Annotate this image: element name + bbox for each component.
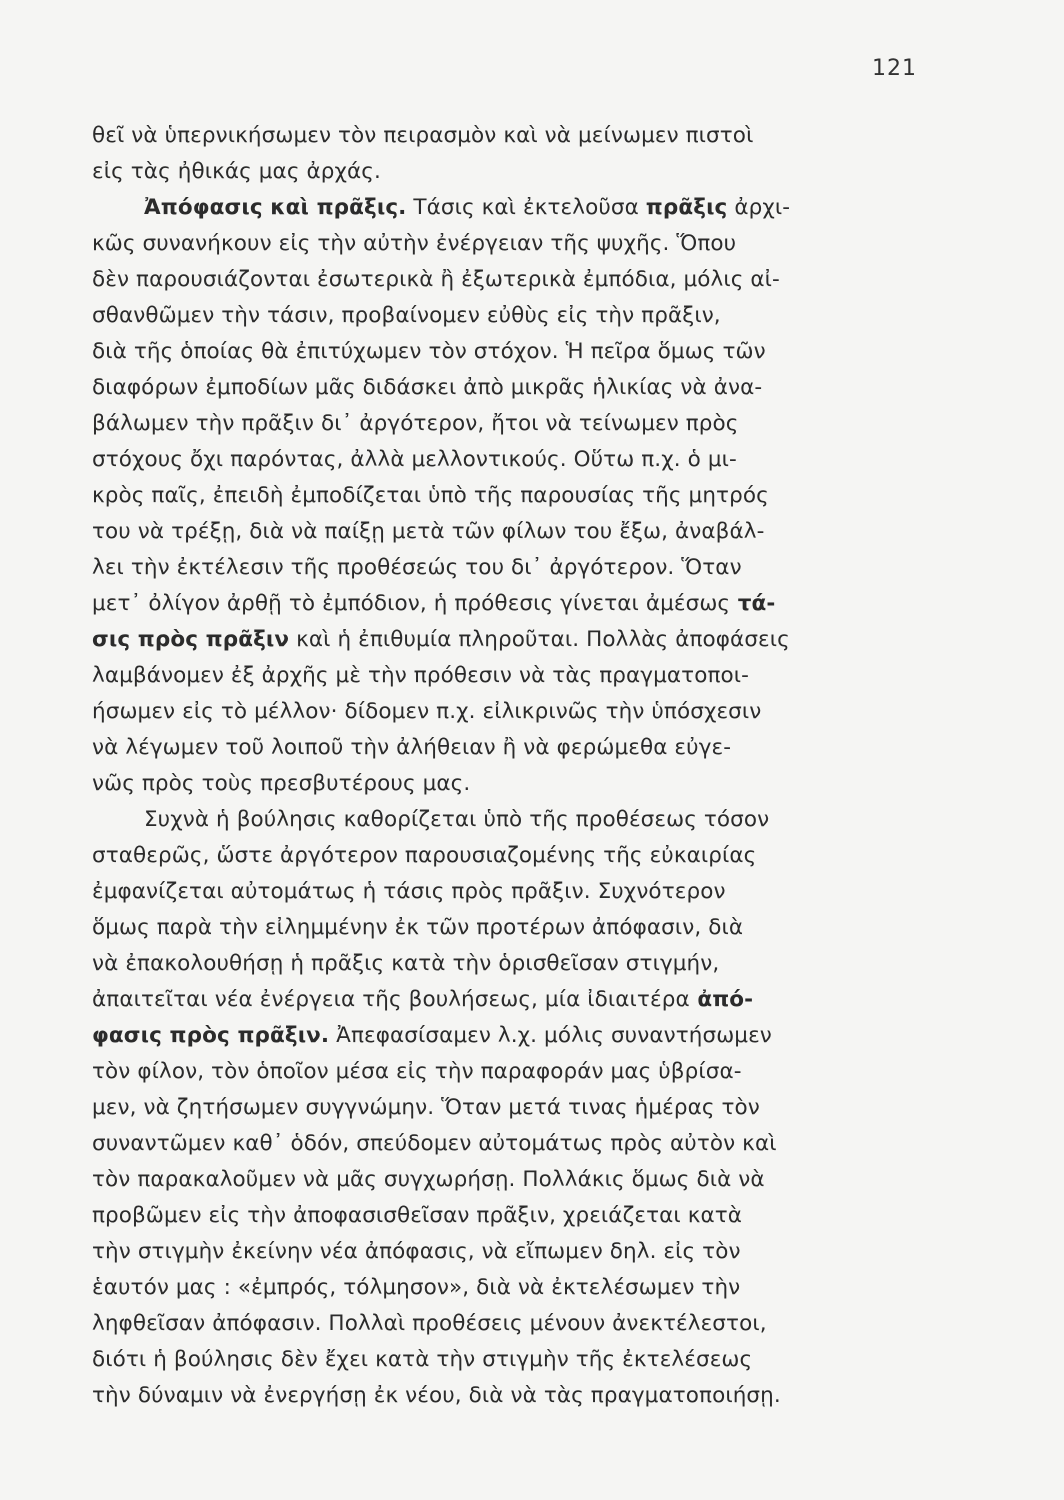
text-line: σταθερῶς, ὥστε ἀργότερον παρουσιαζομένης τῆς εὐκαιρίας xyxy=(92,843,757,868)
text-line: εἰς τὰς ἠθικάς μας ἀρχάς. xyxy=(92,159,381,184)
text-line-with-bold xyxy=(92,1018,932,1054)
text-line-with-bold xyxy=(92,586,932,622)
page-text xyxy=(92,118,932,1414)
text-line: τὴν δύναμιν νὰ ἐνεργήσῃ ἐκ νέου, διὰ νὰ τὰς πραγματοποιήσῃ. xyxy=(92,1383,781,1408)
text-segment: Τάσις καὶ ἐκτελοῦσα xyxy=(406,195,646,220)
text-segment: Ἀπεφασίσαμεν λ.χ. μόλις συναντήσωμεν xyxy=(329,1023,772,1048)
text-line: τὴν στιγμὴν ἐκείνην νέα ἀπόφασις, νὰ εἴπωμεν δηλ. εἰς τὸν xyxy=(92,1239,741,1264)
bold-term: σις πρὸς πρᾶξιν xyxy=(92,627,290,652)
section-heading: Ἀπόφασις καὶ πρᾶξις. xyxy=(144,195,407,220)
text-line: δὲν παρουσιάζονται ἐσωτερικὰ ἢ ἐξωτερικὰ ἐμπόδια, μόλις αἰ- xyxy=(92,267,780,292)
text-line: λει τὴν ἐκτέλεσιν τῆς προθέσεώς του δι᾽ ἀργότερον. Ὅταν xyxy=(92,555,742,580)
text-segment: ἀρχι- xyxy=(727,195,791,220)
text-line: διότι ἡ βούλησις δὲν ἔχει κατὰ τὴν στιγμὴν τῆς ἐκτελέσεως xyxy=(92,1347,753,1372)
text-line: νὰ λέγωμεν τοῦ λοιποῦ τὴν ἀλήθειαν ἢ νὰ φερώμεθα εὐγε- xyxy=(92,735,732,760)
text-line: θεῖ νὰ ὑπερνικήσωμεν τὸν πειρασμὸν καὶ νὰ μείνωμεν πιστοὶ xyxy=(92,123,754,148)
paragraph-start-line: Συχνὰ ἡ βούλησις καθορίζεται ὑπὸ τῆς προθέσεως τόσον xyxy=(144,807,770,832)
text-segment: μετ᾽ ὀλίγον ἀρθῇ τὸ ἐμπόδιον, ἡ πρόθεσις γίνεται ἀμέσως xyxy=(92,591,731,616)
text-line: ἑαυτόν μας : «ἐμπρός, τόλμησον», διὰ νὰ ἐκτελέσωμεν τὴν xyxy=(92,1275,741,1300)
text-line: τὸν φίλον, τὸν ὁποῖον μέσα εἰς τὴν παραφοράν μας ὑβρίσα- xyxy=(92,1059,742,1084)
text-line: σθανθῶμεν τὴν τάσιν, προβαίνομεν εὐθὺς εἰς τὴν πρᾶξιν, xyxy=(92,303,721,328)
text-line: ληφθεῖσαν ἀπόφασιν. Πολλαὶ προθέσεις μένουν ἀνεκτέλεστοι, xyxy=(92,1311,767,1336)
text-line: κρὸς παῖς, ἐπειδὴ ἐμποδίζεται ὑπὸ τῆς παρουσίας τῆς μητρός xyxy=(92,483,769,508)
text-line: ήσωμεν εἰς τὸ μέλλον· δίδομεν π.χ. εἰλικρινῶς τὴν ὑπόσχεσιν xyxy=(92,699,762,724)
page-number: 121 xyxy=(872,56,917,81)
text-line: τὸν παρακαλοῦμεν νὰ μᾶς συγχωρήσῃ. Πολλάκις ὅμως διὰ νὰ xyxy=(92,1167,765,1192)
text-line: λαμβάνομεν ἐξ ἀρχῆς μὲ τὴν πρόθεσιν νὰ τὰς πραγματοποι- xyxy=(92,663,750,688)
text-line: προβῶμεν εἰς τὴν ἀποφασισθεῖσαν πρᾶξιν, χρειάζεται κατὰ xyxy=(92,1203,743,1228)
bold-term: ἀπό- xyxy=(689,987,754,1012)
text-line-with-bold xyxy=(92,622,932,658)
text-segment: καὶ ἡ ἐπιθυμία πληροῦται. Πολλὰς ἀποφάσεις xyxy=(289,627,790,652)
text-line: διὰ τῆς ὁποίας θὰ ἐπιτύχωμεν τὸν στόχον. Ἡ πεῖρα ὅμως τῶν xyxy=(92,339,766,364)
text-line: μεν, νὰ ζητήσωμεν συγγνώμην. Ὅταν μετά τινας ἡμέρας τὸν xyxy=(92,1095,760,1120)
text-line: κῶς συνανήκουν εἰς τὴν αὐτὴν ἐνέργειαν τῆς ψυχῆς. Ὅπου xyxy=(92,231,737,256)
text-line: ὅμως παρὰ τὴν εἰλημμένην ἐκ τῶν προτέρων ἀπόφασιν, διὰ xyxy=(92,915,744,940)
bold-term: τά- xyxy=(730,591,776,616)
text-line: νὰ ἐπακολουθήσῃ ἡ πρᾶξις κατὰ τὴν ὁρισθεῖσαν στιγμήν, xyxy=(92,951,720,976)
text-line-with-bold xyxy=(92,982,932,1018)
section-heading-line xyxy=(92,190,932,226)
text-line: ἐμφανίζεται αὐτομάτως ἡ τάσις πρὸς πρᾶξιν. Συχνότερον xyxy=(92,879,726,904)
text-segment: ἀπαιτεῖται νέα ἐνέργεια τῆς βουλήσεως, μία ἰδιαιτέρα xyxy=(92,987,690,1012)
text-line: νῶς πρὸς τοὺς πρεσβυτέρους μας. xyxy=(92,771,471,796)
text-line: διαφόρων ἐμποδίων μᾶς διδάσκει ἀπὸ μικρᾶς ἡλικίας νὰ ἀνα- xyxy=(92,375,763,400)
text-line: του νὰ τρέξῃ, διὰ νὰ παίξῃ μετὰ τῶν φίλων του ἔξω, ἀναβάλ- xyxy=(92,519,765,544)
text-line: στόχους ὄχι παρόντας, ἀλλὰ μελλοντικούς. Οὕτω π.χ. ὁ μι- xyxy=(92,447,737,472)
bold-term: φασις πρὸς πρᾶξιν. xyxy=(92,1023,330,1048)
bold-term: πρᾶξις xyxy=(645,195,728,220)
text-line: συναντῶμεν καθ᾽ ὁδόν, σπεύδομεν αὐτομάτως πρὸς αὐτὸν καὶ xyxy=(92,1131,777,1156)
text-line: βάλωμεν τὴν πρᾶξιν δι᾽ ἀργότερον, ἤτοι νὰ τείνωμεν πρὸς xyxy=(92,411,739,436)
